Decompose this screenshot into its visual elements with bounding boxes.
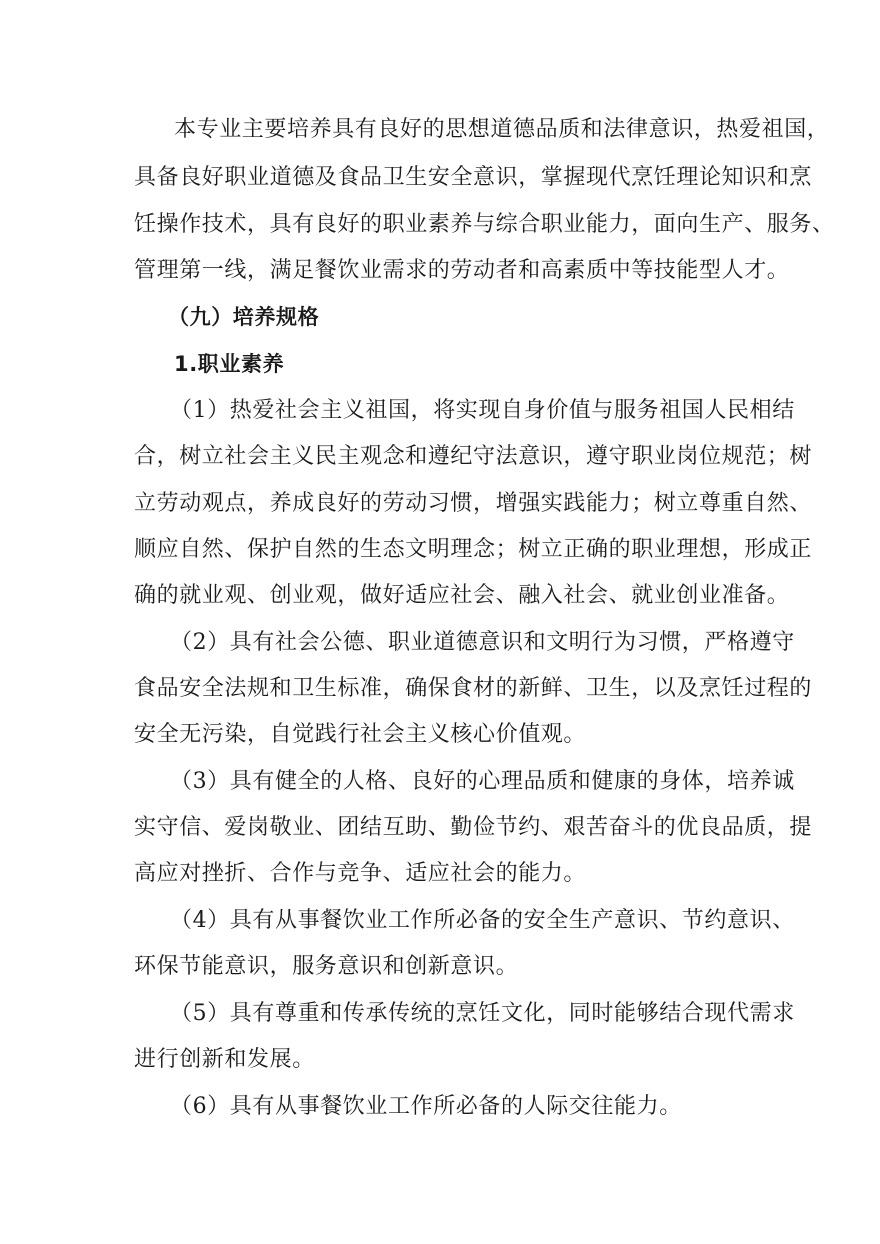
item-3-line: 实守信、爱岗敬业、团结互助、勤俭节约、艰苦奋斗的优良品质，提 [134, 815, 813, 840]
item-2-line: （2）具有社会公德、职业道德意识和文明行为习惯，严格遵守 [170, 630, 795, 655]
section-heading: （九）培养规格 [168, 305, 320, 329]
item-5-line: 进行创新和发展。 [134, 1047, 315, 1072]
item-1-line: 合，树立社会主义民主观念和遵纪守法意识，遵守职业岗位规范；树 [134, 444, 813, 469]
item-4-line: （4）具有从事餐饮业工作所必备的安全生产意识、节约意识、 [170, 908, 795, 933]
item-1-line: （1）热爱社会主义祖国，将实现自身价值与服务祖国人民相结 [170, 398, 795, 423]
intro-line: 管理第一线，满足餐饮业需求的劳动者和高素质中等技能型人才。 [134, 258, 790, 283]
item-1-line: 立劳动观点，养成良好的劳动习惯，增强实践能力；树立尊重自然、 [134, 491, 813, 516]
item-2-line: 安全无污染，自觉践行社会主义核心价值观。 [134, 722, 587, 747]
item-3-line: 高应对挫折、合作与竞争、适应社会的能力。 [134, 861, 587, 886]
subsection-heading: 1.职业素养 [174, 352, 285, 376]
intro-line: 饪操作技术，具有良好的职业素养与综合职业能力，面向生产、服务、 [134, 212, 835, 237]
item-2-line: 食品安全法规和卫生标准，确保食材的新鲜、卫生，以及烹饪过程的 [134, 676, 813, 701]
item-4-line: 环保节能意识，服务意识和创新意识。 [134, 954, 519, 979]
item-1-line: 顺应自然、保护自然的生态文明理念；树立正确的职业理想，形成正 [134, 537, 813, 562]
intro-line: 具备良好职业道德及食品卫生安全意识，掌握现代烹饪理论知识和烹 [134, 165, 813, 190]
item-1-line: 确的就业观、创业观，做好适应社会、融入社会、就业创业准备。 [134, 583, 790, 608]
item-3-line: （3）具有健全的人格、良好的心理品质和健康的身体，培养诚 [170, 769, 795, 794]
item-5-line: （5）具有尊重和传承传统的烹饪文化，同时能够结合现代需求 [170, 1001, 795, 1026]
intro-line: 本专业主要培养具有良好的思想道德品质和法律意识，热爱祖国， [174, 117, 830, 142]
item-6-line: （6）具有从事餐饮业工作所必备的人际交往能力。 [170, 1094, 682, 1119]
